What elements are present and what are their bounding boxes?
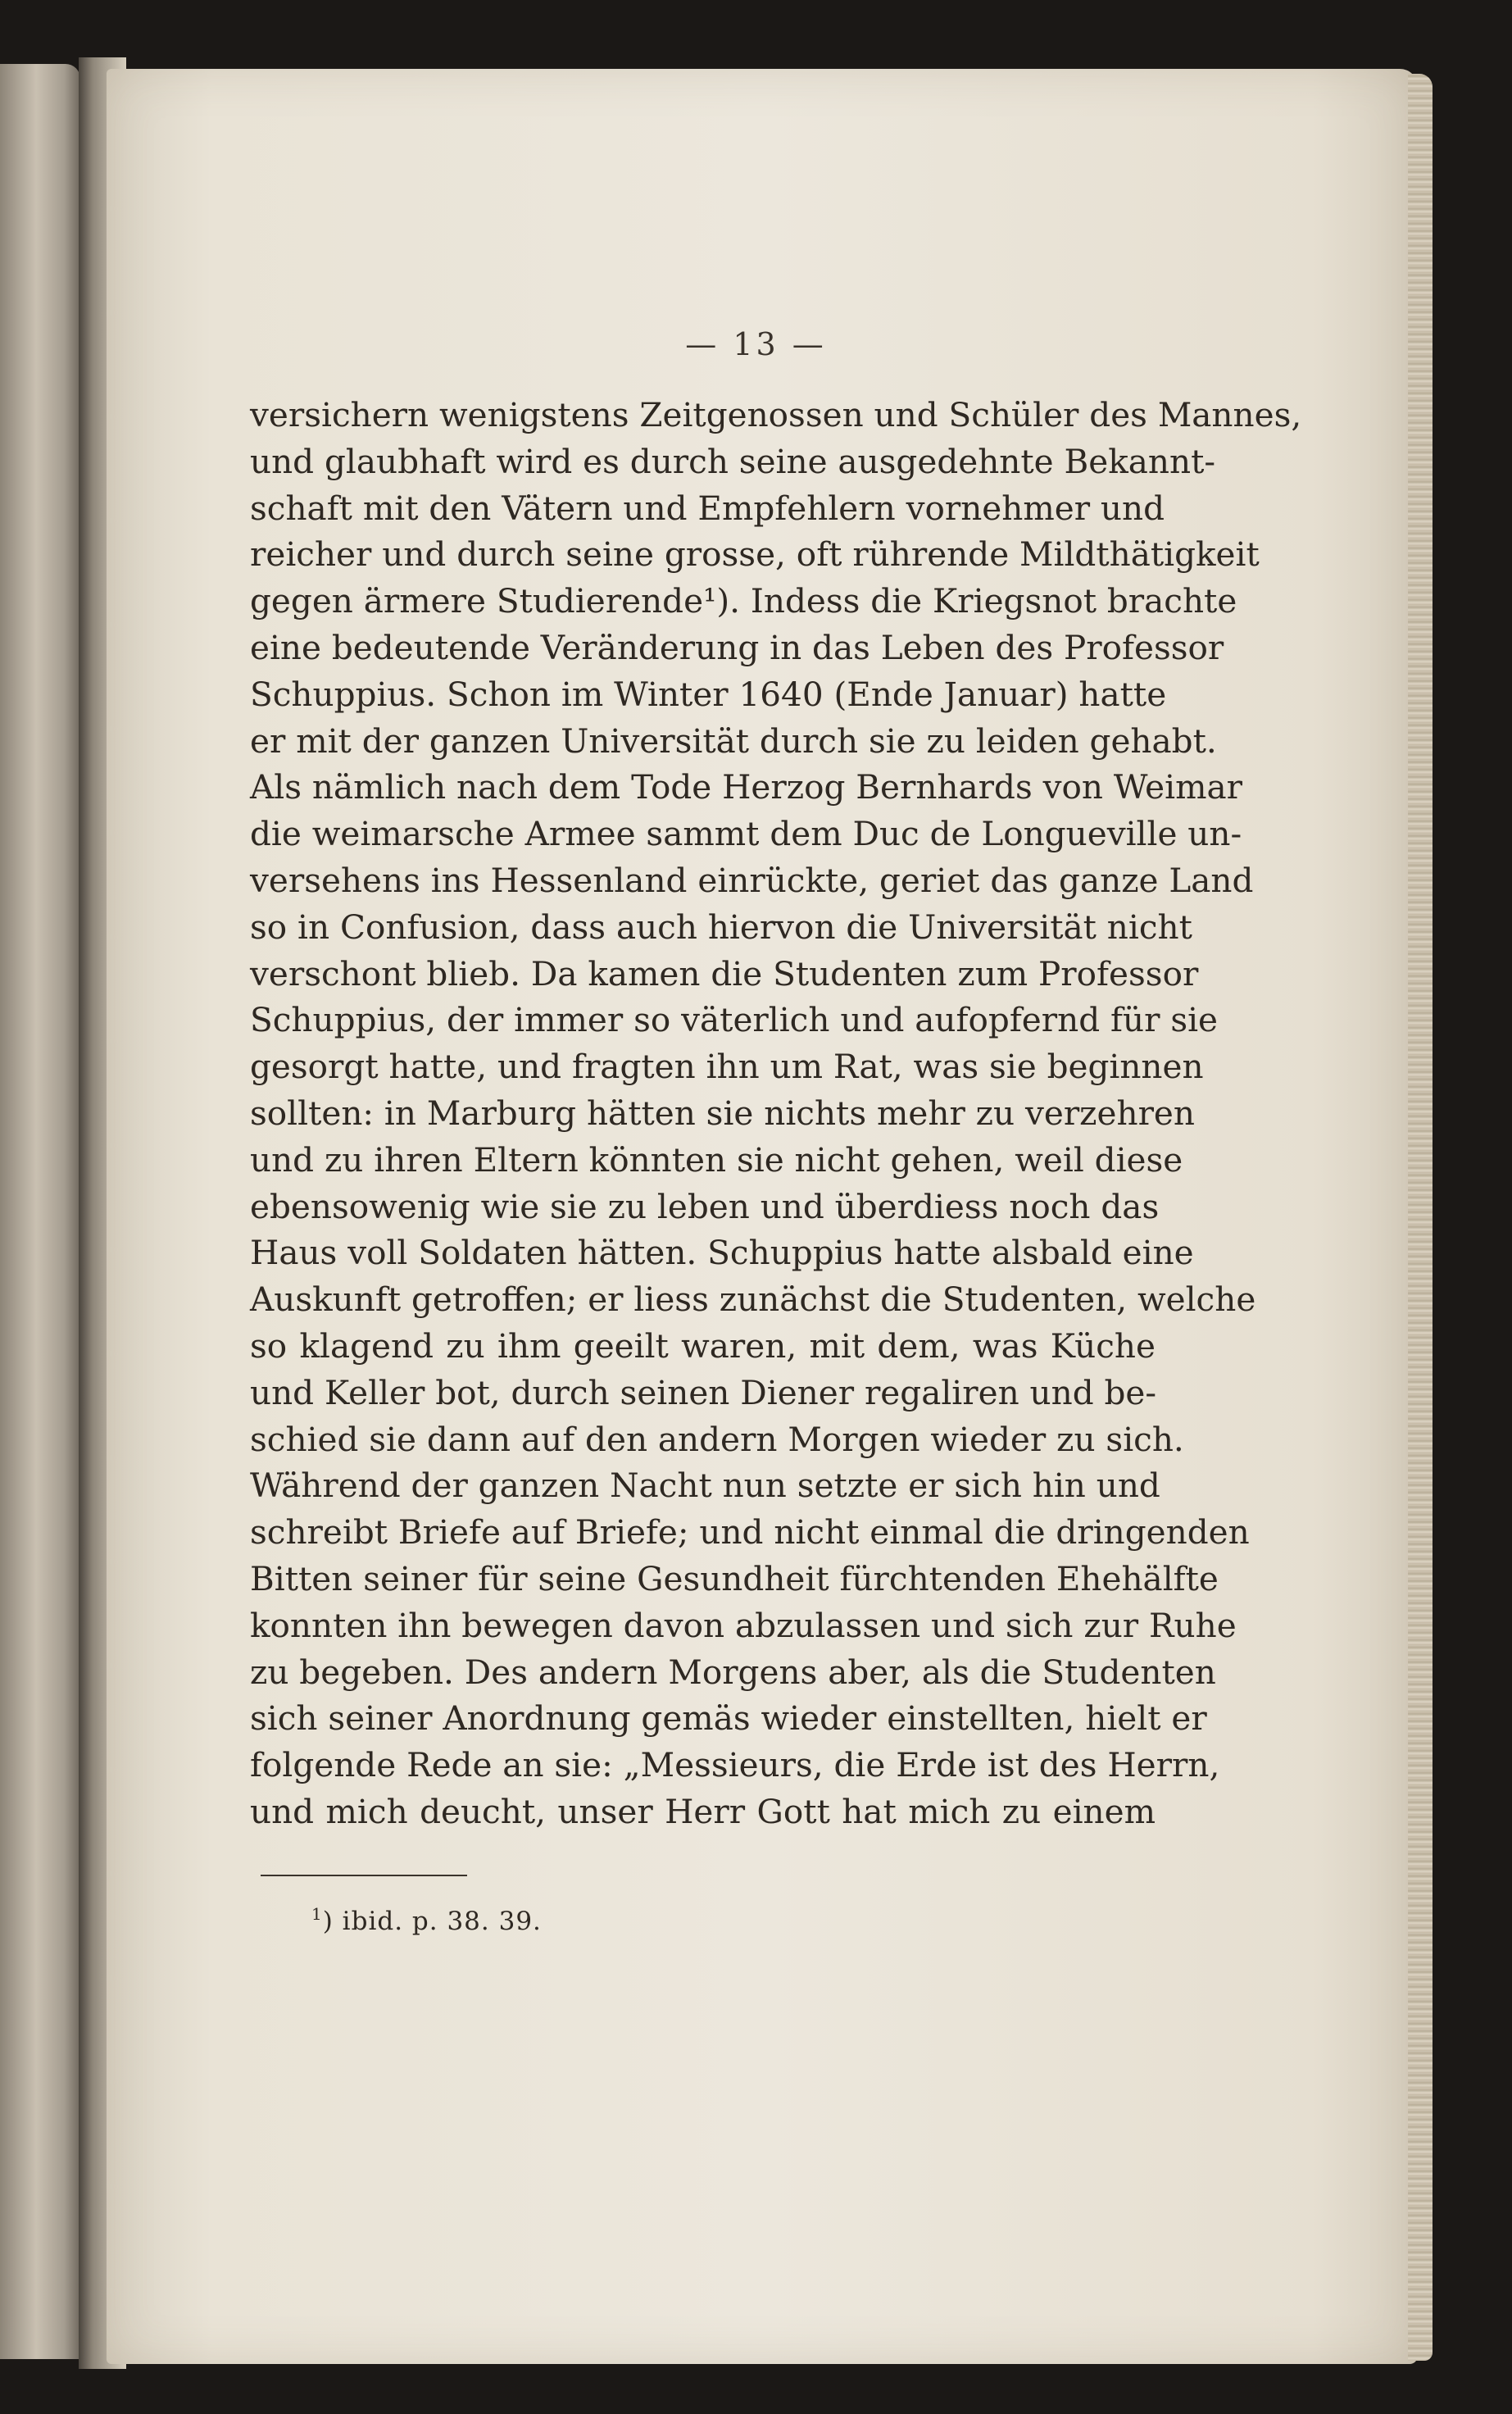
text-line: sollten: in Marburg hätten sie nichts mehr zu verzehren — [250, 1093, 1195, 1133]
text-line: verschont blieb. Da kamen die Studenten zum Professor — [250, 953, 1199, 993]
footnote-rule — [261, 1875, 467, 1876]
page-number-header: — 13 — — [685, 326, 827, 362]
text-line: eine bedeutende Veränderung in das Leben des Professor — [250, 627, 1224, 667]
text-line: Auskunft getroffen; er liess zunächst die Studenten, welche — [250, 1280, 1256, 1320]
text-line: schaft mit den Vätern und Empfehlern vornehmer und — [250, 488, 1165, 528]
text-line: konnten ihn bewegen davon abzulassen und sich zur Ruhe — [250, 1605, 1237, 1645]
text-line: Als nämlich nach dem Tode Herzog Bernhards von Weimar — [250, 767, 1242, 807]
text-line: zu begeben. Des andern Morgens aber, als die Studenten — [250, 1652, 1216, 1692]
text-line: schreibt Briefe auf Briefe; und nicht einmal die dringenden — [250, 1512, 1250, 1553]
footnote — [311, 1904, 542, 1936]
page-fore-edge — [1408, 74, 1433, 2361]
text-line: ebensowenig wie sie zu leben und überdiess noch das — [250, 1186, 1160, 1226]
footnote-text: ) ibid. p. 38. 39. — [322, 1907, 542, 1936]
text-line: die weimarsche Armee sammt dem Duc de Longueville un- — [250, 814, 1242, 854]
text-line: Schuppius. Schon im Winter 1640 (Ende Januar) hatte — [250, 674, 1167, 714]
text-line: so klagend zu ihm geeilt waren, mit dem, was Küche — [250, 1325, 1156, 1366]
text-line: und mich deucht, unser Herr Gott hat mich zu einem — [250, 1791, 1156, 1831]
text-line: gesorgt hatte, und fragten ihn um Rat, was sie beginnen — [250, 1047, 1204, 1087]
text-line: sich seiner Anordnung gemäs wieder einstellten, hielt er — [250, 1698, 1207, 1739]
text-line: reicher und durch seine grosse, oft rührende Mildthätigkeit — [250, 534, 1260, 575]
text-line: und Keller bot, durch seinen Diener regaliren und be- — [250, 1372, 1157, 1412]
text-line: er mit der ganzen Universität durch sie zu leiden gehabt. — [250, 721, 1217, 761]
text-line: Haus voll Soldaten hätten. Schuppius hatte alsbald eine — [250, 1233, 1194, 1273]
text-line: Während der ganzen Nacht nun setzte er sich hin und — [250, 1466, 1160, 1506]
text-line: und glaubhaft wird es durch seine ausgedehnte Bekannt- — [250, 441, 1216, 481]
text-line: versehens ins Hessenland einrückte, geriet das ganze Land — [250, 860, 1254, 900]
text-line: versichern wenigstens Zeitgenossen und Schüler des Mannes, — [250, 395, 1302, 434]
footnote-marker: 1 — [311, 1904, 323, 1924]
text-line: gegen ärmere Studierende¹). Indess die Kriegsnot brachte — [250, 581, 1237, 621]
text-line: folgende Rede an sie: „Messieurs, die Erde ist des Herrn, — [250, 1745, 1220, 1785]
text-line: Schuppius, der immer so väterlich und aufopfernd für sie — [250, 1000, 1219, 1040]
text-line: so in Confusion, dass auch hiervon die Universität nicht — [250, 907, 1192, 947]
text-line: und zu ihren Eltern könnten sie nicht gehen, weil diese — [250, 1139, 1183, 1180]
text-line: schied sie dann auf den andern Morgen wieder zu sich. — [250, 1419, 1184, 1459]
body-text — [250, 392, 1302, 1835]
facing-page-edge — [0, 64, 80, 2359]
text-line: Bitten seiner für seine Gesundheit fürchtenden Ehehälfte — [250, 1558, 1219, 1598]
